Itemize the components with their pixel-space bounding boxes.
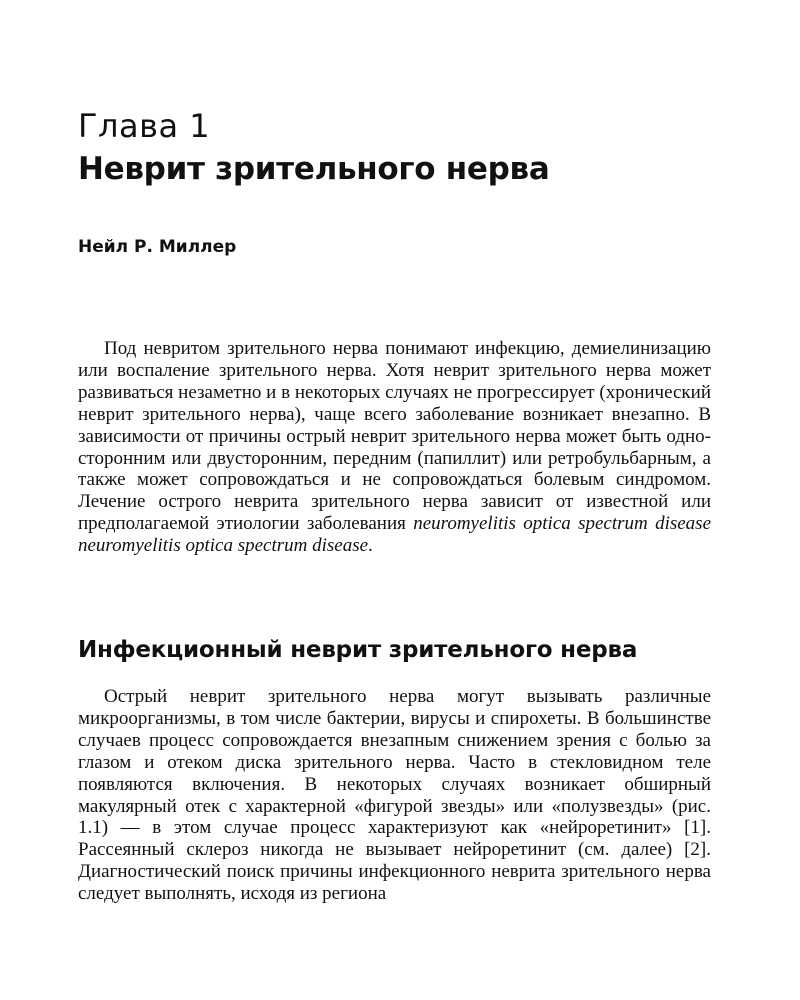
section-heading: Инфекционный неврит зрительного нерва: [78, 637, 638, 663]
intro-end-text: .: [368, 535, 373, 557]
intro-italic-term: neuromyelitis optica spectrum disease neuromyelitis optica spectrum disease: [78, 513, 712, 557]
chapter-number: Глава 1: [78, 107, 211, 145]
intro-paragraph: [78, 338, 711, 557]
section-paragraph: Острый неврит зрительного нерва могут вызывать различные микроорганизмы, в том числе бактерии, вирусы и спирохеты. В большинстве случаев процесс сопровождается внезапным снижением зрения с болью за глазом и отеком диска зрительного нерва. Часто в стекловидном теле появляются включения. В некоторых случаях возникает обширный макулярный отек с характерной «фигурой звезды» или «полузвезды» (рис. 1.1) — в этом случае процесс характеризуют как «нейроретинит» [1]. Рассеянный склероз никогда не вызывает нейроретинит (см. далее) [2]. Диагностический поиск причины инфекционного неврита зрительного нерва следует выполнять, исходя из региона: [78, 686, 711, 905]
chapter-title: Неврит зрительного нерва: [78, 151, 550, 187]
author-name: Нейл Р. Миллер: [78, 237, 237, 257]
intro-text: Под невритом зрительного нерва понимают инфекцию, демиелинизацию или воспаление зрительного нерва. Хотя неврит зрительного нерва может развиваться незаметно и в некоторых случаях не прогрессирует (хронический неврит зрительного нерва), чаще всего заболевание возникает внезапно. В зависимости от причины острый неврит зрительного нерва может быть односторонним или двусторонним, передним (папиллит) или ретробульбарным, а также может сопровождаться и не сопровождаться болевым синдромом. Лечение острого неврита зрительного нерва зависит от известной или предполагаемой этиологии заболевания: [78, 338, 711, 535]
